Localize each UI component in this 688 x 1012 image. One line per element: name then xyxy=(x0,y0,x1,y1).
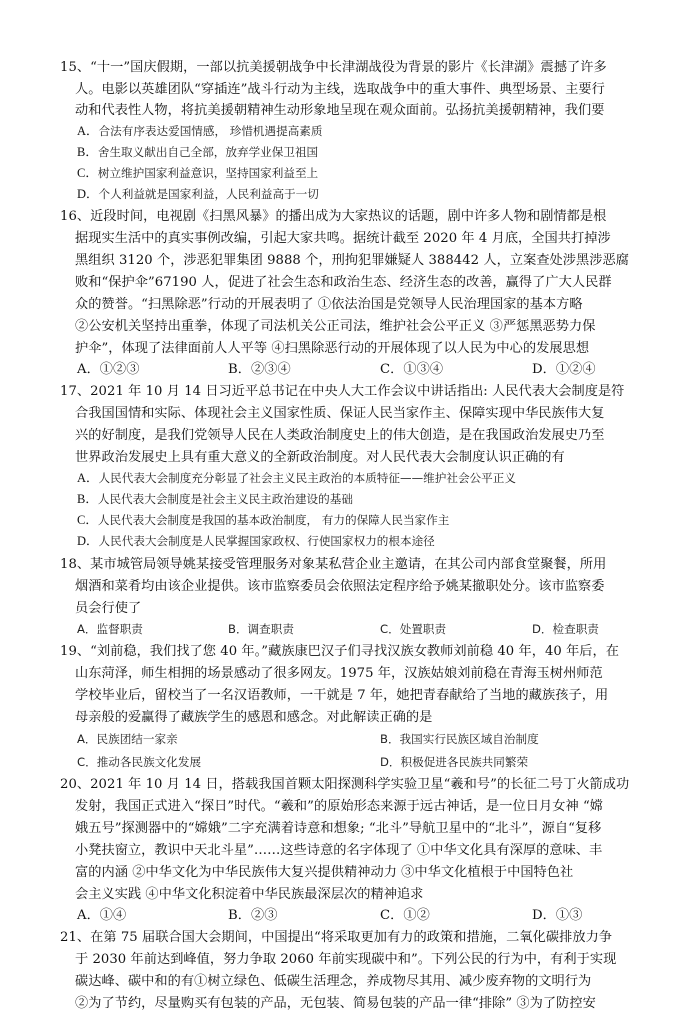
option-d xyxy=(77,186,319,203)
question-text-line: 败和“保护伞”67190 人，促进了社会生态和政治生态、经济生态的改善，赢得了广大人民群 xyxy=(75,275,612,290)
question-text-line: 学校毕业后，留校当了一名汉语教师，一干就是 7 年，她把青春献给了当地的藏族孩子，用 xyxy=(75,688,609,703)
option-label: B． xyxy=(77,492,98,506)
option-text: 人民代表大会制度是人民掌握国家政权、行使国家权力的根本途径 xyxy=(98,534,435,548)
question-text-line: 动和代表性人物，将抗美援朝精神生动形象地呈现在观众面前。弘扬抗美援朝精神，我们要 xyxy=(75,103,605,118)
option-text: 人民代表大会制度是社会主义民主政治建设的基础 xyxy=(97,492,353,506)
choice-a: A．监督职责 xyxy=(77,622,143,636)
choice-d: D．检查职责 xyxy=(532,622,599,636)
question-text-line: 17、2021 年 10 月 14 日习近平总书记在中央人大工作会议中讲话指出: 人民代表大会制度是符 xyxy=(60,384,625,399)
question-text-line: 于 2030 年前达到峰值，努力争取 2060 年前实现碳中和”。下列公民的行为中，有利于实现 xyxy=(75,952,617,967)
option-label: A． xyxy=(77,471,99,485)
choice-b: B．②③ xyxy=(228,908,278,923)
choice-b: B．我国实行民族区域自治制度 xyxy=(380,732,539,746)
option-label: C． xyxy=(77,166,98,180)
question-text-line: 据现实生活中的真实事例改编，引起大家共鸣。据统计截至 2020 年 4 月底，全国共打掉涉 xyxy=(75,231,611,246)
option-label: D． xyxy=(77,187,99,201)
option-c xyxy=(77,512,449,529)
question-text-line: 娥五号”探测器中的“嫦娥”二字充满着诗意和想象; “北斗”导航卫星中的“北斗”，源自“复移 xyxy=(75,821,602,836)
option-text: 合法有序表达爱国情感， 珍惜机遇提高素质 xyxy=(98,124,323,138)
question-text-line: ②公安机关坚持出重拳，体现了司法机关公正司法，维护社会公平正义 ③严惩黑恶势力保 xyxy=(75,319,596,334)
option-label: C． xyxy=(77,513,98,527)
choice-a: A．①②③ xyxy=(77,362,140,377)
question-text-line: 护伞”，体现了法律面前人人平等 ④扫黑除恶行动的开展体现了以人民为中心的发展思想 xyxy=(75,341,590,356)
option-a xyxy=(77,123,323,140)
option-label: D． xyxy=(77,534,99,548)
choice-d: D．积极促进各民族共同繁荣 xyxy=(380,755,529,769)
option-text: 人民代表大会制度是我国的基本政治制度， 有力的保障人民当家作主 xyxy=(97,513,450,527)
option-text: 树立维护国家利益意识，坚持国家利益至上 xyxy=(97,166,319,180)
question-text-line: 15、“十一”国庆假期，一部以抗美援朝战争中长津湖战役为背景的影片《长津湖》震撼了许多 xyxy=(60,60,607,75)
choice-c: C．推动各民族文化发展 xyxy=(77,755,202,769)
question-text-line: 富的内涵 ②中华文化为中华民族伟大复兴提供精神动力 ③中华文化植根于中国特色社 xyxy=(75,865,574,880)
choice-b: B．调查职责 xyxy=(228,622,294,636)
question-text-line: 18、某市城管局领导姚某接受管理服务对象某私营企业主邀请，在其公司内部食堂聚餐，所用 xyxy=(60,557,607,572)
choice-a: A．①④ xyxy=(77,908,127,923)
option-d xyxy=(77,533,435,550)
choice-d: D．①③ xyxy=(532,908,583,923)
question-text-line: 19、“刘前稳，我们找了您 40 年。”藏族康巴汉子们寻找汉族女教师刘前稳 40 年，40 年后，在 xyxy=(60,644,620,659)
option-label: A． xyxy=(77,124,99,138)
choice-c: C．处置职责 xyxy=(380,622,447,636)
question-text-line: 员会行使了 xyxy=(75,601,142,616)
question-text-line: 16、近段时间，电视剧《扫黑风暴》的播出成为大家热议的话题，剧中许多人物和剧情都是根 xyxy=(60,209,607,224)
choice-d: D．①②④ xyxy=(532,362,596,377)
question-text-line: 碳达峰、碳中和的有①树立绿色、低碳生活理念，养成物尽其用、减少废弃物的文明行为 xyxy=(75,974,592,989)
question-text-line: 21、在第 75 届联合国大会期间，中国提出“将采取更加有力的政策和措施，二氧化碳排放力争 xyxy=(60,930,613,945)
question-text-line: 世界政治发展史上具有重大意义的全新政治制度。对人民代表大会制度认识正确的有 xyxy=(75,450,565,465)
question-text-line: 20、2021 年 10 月 14 日，搭载我国首颗太阳探测科学实验卫星“羲和号”的长征二号丁火箭成功 xyxy=(60,777,630,792)
option-text: 个人利益就是国家利益，人民利益高于一切 xyxy=(98,187,319,201)
question-text-line: 发射，我国正式进入“探日”时代。“羲和”的原始形态来源于远古神话，是一位日月女神 “嫦 xyxy=(75,799,603,814)
question-text-line: 众的赞誉。“扫黑除恶”行动的开展表明了 ①依法治国是党领导人民治理国家的基本方略 xyxy=(75,297,583,312)
question-text-line: 母亲般的爱赢得了藏族学生的感恩和感念。对此解读正确的是 xyxy=(75,710,433,725)
question-text-line: 会主义实践 ④中华文化积淀着中华民族最深层次的精神追求 xyxy=(75,887,424,902)
option-c xyxy=(77,165,318,182)
question-text-line: ②为了节约，尽量购买有包装的产品，无包装、简易包装的产品一律“排除” ③为了防控安 xyxy=(75,996,596,1011)
question-text-line: 兴的好制度，是我们党领导人民在人类政治制度史上的伟大创造，是在我国政治发展史乃至 xyxy=(75,428,605,443)
question-text-line: 人。电影以英雄团队“穿插连”战斗行动为主线，选取战争中的重大事件、典型场景、主要行 xyxy=(75,82,605,97)
option-label: B． xyxy=(77,145,98,159)
choice-c: C．①② xyxy=(380,908,430,923)
question-text-line: 山东菏泽，师生相拥的场景感动了很多网友。1975 年，汉族姑娘刘前稳在青海玉树州师范 xyxy=(75,666,603,681)
option-b xyxy=(77,491,353,508)
choice-c: C．①③④ xyxy=(380,362,444,377)
choice-a: A．民族团结一家亲 xyxy=(77,732,178,746)
question-text-line: 烟酒和菜肴均由该企业提供。该市监察委员会依照法定程序给予姚某撤职处分。该市监察委 xyxy=(75,579,605,594)
option-b xyxy=(77,144,318,161)
choice-b: B．②③④ xyxy=(228,362,291,377)
option-a xyxy=(77,470,516,487)
question-text-line: 小凳扶窗立，教识中天北斗星”……这些诗意的名字体现了 ①中华文化具有深厚的意味、丰 xyxy=(75,843,603,858)
question-text-line: 黑组织 3120 个，涉恶犯罪集团 9888 个，刑拘犯罪嫌疑人 388442 人，立案查处涉黑涉恶腐 xyxy=(75,253,629,268)
option-text: 舍生取义献出自己全部，放弃学业保卫祖国 xyxy=(97,145,319,159)
question-text-line: 合我国国情和实际、体现社会主义国家性质、保证人民当家作主、保障实现中华民族伟大复 xyxy=(75,406,605,421)
option-text: 人民代表大会制度充分彰显了社会主义民主政治的本质特征——维护社会公平正义 xyxy=(98,471,516,485)
